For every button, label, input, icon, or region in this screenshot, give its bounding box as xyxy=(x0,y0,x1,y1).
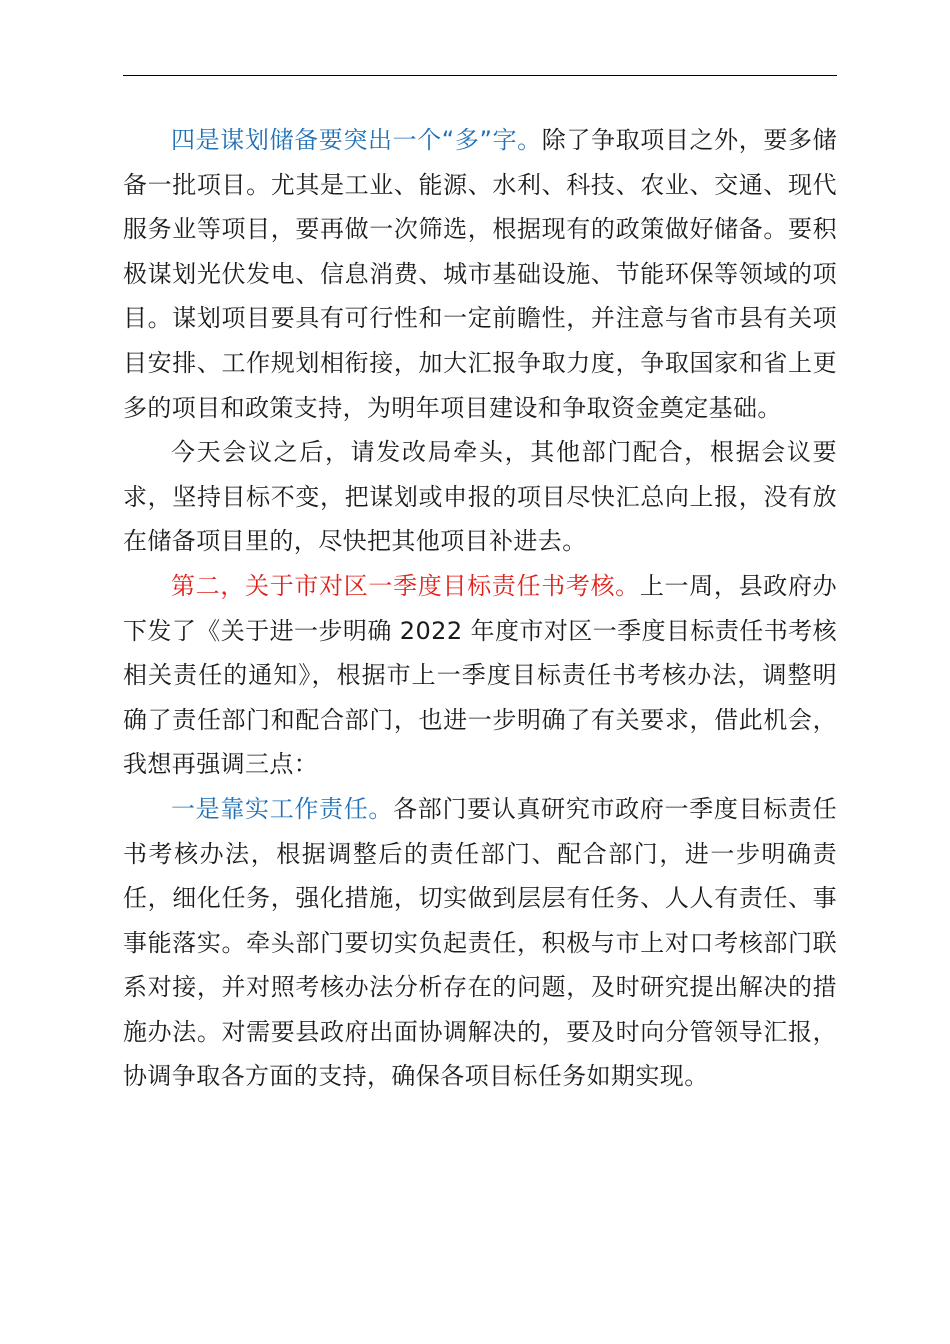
paragraph-4 xyxy=(123,787,837,1099)
paragraph-3-lead: 第二，关于市对区一季度目标责任书考核。 xyxy=(171,571,640,600)
paragraph-4-lead: 一是靠实工作责任。 xyxy=(171,794,394,823)
paragraph-2-text: 今天会议之后，请发改局牵头，其他部门配合，根据会议要求，坚持目标不变，把谋划或申报的项目尽快汇总向上报，没有放在储备项目里的，尽快把其他项目补进去。 xyxy=(123,438,837,556)
paragraph-1-text: 除了争取项目之外，要多储备一批项目。尤其是工业、能源、水利、科技、农业、交通、现代服务业等项目，要再做一次筛选，根据现有的政策做好储备。要积极谋划光伏发电、信息消费、城市基础设施、节能环保等领域的项目。谋划项目要具有可行性和一定前瞻性，并注意与省市县有关项目安排、工作规划相衔接，加大汇报争取力度，争取国家和省上更多的项目和政策支持，为明年项目建设和争取资金奠定基础。 xyxy=(123,126,837,422)
paragraph-4-text: 各部门要认真研究市政府一季度目标责任书考核办法，根据调整后的责任部门、配合部门，进一步明确责任，细化任务，强化措施，切实做到层层有任务、人人有责任、事事能落实。牵头部门要切实负起责任，积极与市上对口考核部门联系对接，并对照考核办法分析存在的问题，及时研究提出解决的措施办法。对需要县政府出面协调解决的，要及时向分管领导汇报，协调争取各方面的支持，确保各项目标任务如期实现。 xyxy=(123,794,837,1091)
body-text xyxy=(123,118,837,1099)
paragraph-3 xyxy=(123,564,837,787)
paragraph-1 xyxy=(123,118,837,430)
paragraph-1-lead: 四是谋划储备要突出一个“多”字。 xyxy=(171,126,542,154)
header-rule xyxy=(123,75,837,76)
paragraph-3-text: 上一周，县政府办下发了《关于进一步明确 2022 年度市对区一季度目标责任书考核相关责任的通知》，根据市上一季度目标责任书考核办法，调整明确了责任部门和配合部门，也进一步明确了有关要求，借此机会，我想再强调三点： xyxy=(123,571,837,779)
paragraph-2 xyxy=(123,430,837,564)
